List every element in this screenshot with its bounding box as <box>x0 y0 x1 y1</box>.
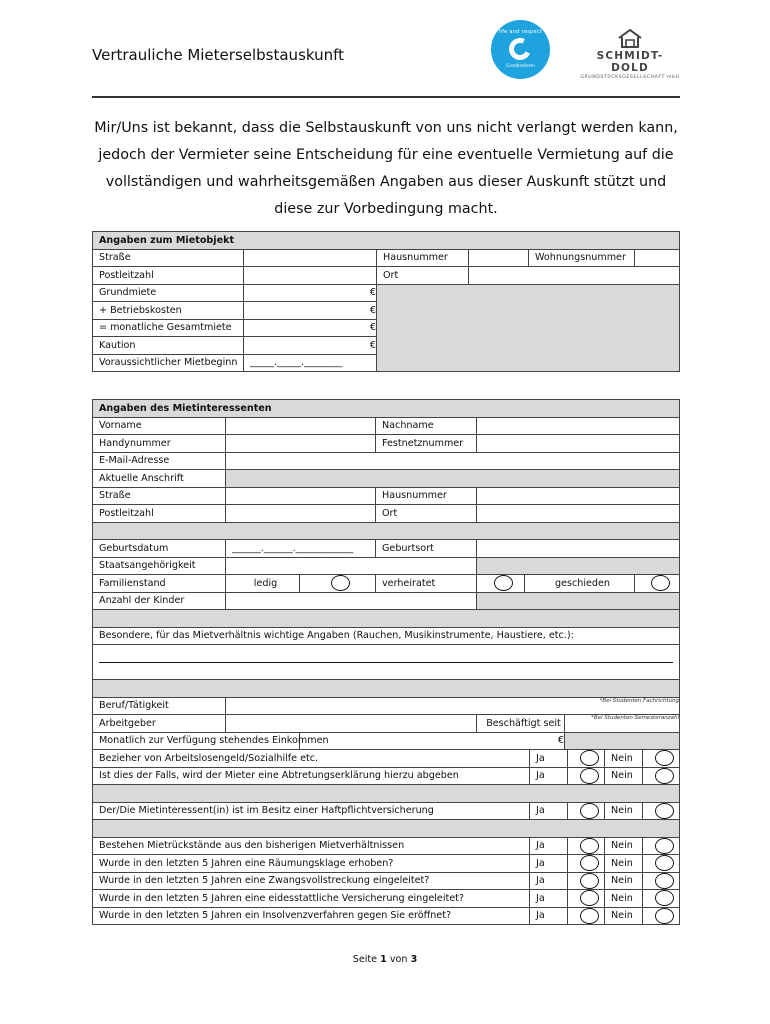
spacer-row <box>93 785 680 803</box>
circle-icon[interactable] <box>655 908 674 924</box>
ja-label: Ja <box>530 802 568 820</box>
radio-ja[interactable] <box>568 750 605 768</box>
page-total: 3 <box>410 954 418 965</box>
circle-icon[interactable] <box>655 803 674 819</box>
label-geburtsdatum: Geburtsdatum <box>93 540 226 558</box>
label-arbeitgeber: Arbeitgeber <box>93 715 226 733</box>
label-postleitzahl: Postleitzahl <box>93 267 244 285</box>
nein-label: Nein <box>605 767 643 785</box>
input-kaution[interactable]: € <box>244 337 377 355</box>
input-einkommen[interactable]: € <box>300 732 565 750</box>
label-gesamtmiete: = monatliche Gesamtmiete <box>93 319 244 337</box>
section-heading: Angaben zum Mietobjekt <box>93 232 680 250</box>
circle-icon[interactable] <box>580 890 599 906</box>
input-festnetz[interactable] <box>477 435 680 453</box>
intro-line: Mir/Uns ist bekannt, dass die Selbstauskunft von uns nicht verlangt werden kann, <box>94 120 678 136</box>
spacer-row <box>93 522 680 540</box>
question: Wurde in den letzten 5 Jahren eine Zwangsvollstreckung eingeleitet? <box>93 872 530 890</box>
radio-ja[interactable] <box>568 767 605 785</box>
company-logo <box>580 28 680 80</box>
ja-label: Ja <box>530 750 568 768</box>
label-beruf: Beruf/Tätigkeit <box>93 697 226 715</box>
nein-label: Nein <box>605 907 643 925</box>
radio-ja[interactable] <box>568 890 605 908</box>
label-staatsangehoerigkeit: Staatsangehörigkeit <box>93 557 226 575</box>
circle-icon[interactable] <box>655 838 674 854</box>
header-divider <box>92 96 680 98</box>
label-postleitzahl: Postleitzahl <box>93 505 226 523</box>
label-strasse: Straße <box>93 487 226 505</box>
label-anschrift: Aktuelle Anschrift <box>93 470 226 488</box>
label-nachname: Nachname <box>376 417 477 435</box>
circle-icon[interactable] <box>580 873 599 889</box>
shaded-cell <box>565 732 680 750</box>
circle-icon[interactable] <box>580 855 599 871</box>
input-postleitzahl[interactable] <box>244 267 377 285</box>
radio-nein[interactable] <box>643 907 680 925</box>
spacer-row <box>93 610 680 628</box>
question: Wurde in den letzten 5 Jahren ein Insolvenzverfahren gegen Sie eröffnet? <box>93 907 530 925</box>
question: Bezieher von Arbeitslosengeld/Sozialhilfe etc. <box>93 750 530 768</box>
circle-icon[interactable] <box>580 768 599 784</box>
question: Bestehen Mietrückstände aus den bisherigen Mietverhältnissen <box>93 837 530 855</box>
input-ort[interactable] <box>469 267 680 285</box>
input-handy[interactable] <box>226 435 376 453</box>
intro-line: vollständigen und wahrheitsgemäßen Angaben aus dieser Auskunft stützt und <box>105 174 667 190</box>
spacer-row <box>93 820 680 838</box>
circle-icon[interactable] <box>655 768 674 784</box>
label-hausnummer: Hausnummer <box>376 487 477 505</box>
house-icon <box>617 28 643 48</box>
radio-nein[interactable] <box>643 802 680 820</box>
input-beruf[interactable]: *Bei Studenten Fachrichtung <box>226 697 680 715</box>
circle-icon[interactable] <box>580 803 599 819</box>
nein-label: Nein <box>605 837 643 855</box>
input-grundmiete[interactable]: € <box>244 284 377 302</box>
input-email[interactable] <box>226 452 680 470</box>
circle-icon[interactable] <box>655 750 674 766</box>
intro-line: diese zur Vorbedingung macht. <box>274 201 498 217</box>
input-besondere[interactable] <box>93 645 680 680</box>
input-geburtsort[interactable] <box>477 540 680 558</box>
radio-ja[interactable] <box>568 907 605 925</box>
radio-nein[interactable] <box>643 750 680 768</box>
circle-icon[interactable] <box>655 873 674 889</box>
section-heading: Angaben des Mietinteressenten <box>93 400 680 418</box>
input-strasse[interactable] <box>244 249 377 267</box>
input-vorname[interactable] <box>226 417 376 435</box>
question: Der/Die Mietinteressent(in) ist im Besitz einer Haftpflichtversicherung <box>93 802 530 820</box>
circle-icon[interactable] <box>580 838 599 854</box>
radio-verheiratet[interactable] <box>477 575 525 593</box>
input-hausnummer[interactable] <box>477 487 680 505</box>
label-kaution: Kaution <box>93 337 244 355</box>
circle-icon[interactable] <box>580 908 599 924</box>
label-einkommen: Monatlich zur Verfügung stehendes Einkommen <box>93 732 300 750</box>
circle-icon[interactable] <box>655 855 674 871</box>
page-middle: von <box>389 954 408 965</box>
input-betriebskosten[interactable]: € <box>244 302 377 320</box>
shaded-cell <box>477 557 680 575</box>
label-mietbeginn: Voraussichtlicher Mietbeginn <box>93 354 244 372</box>
input-beschaeftigt[interactable]: *Bei Studenten Semesteranzahl <box>565 715 680 733</box>
radio-ja[interactable] <box>568 802 605 820</box>
input-wohnungsnummer[interactable] <box>635 249 680 267</box>
page-prefix: Seite <box>352 954 378 965</box>
intro-line: jedoch der Vermieter seine Entscheidung für eine eventuelle Vermietung auf die <box>98 147 674 163</box>
ja-label: Ja <box>530 855 568 873</box>
ja-label: Ja <box>530 767 568 785</box>
question: Wurde in den letzten 5 Jahren eine eidesstattliche Versicherung eingeleitet? <box>93 890 530 908</box>
shaded-cell <box>226 470 680 488</box>
circle-icon[interactable] <box>494 575 513 591</box>
option-ledig-label: ledig <box>226 575 300 593</box>
intro-statement <box>82 115 690 223</box>
page-current: 1 <box>380 954 387 965</box>
logo-arc-text: life and respect <box>498 29 543 35</box>
questions-table <box>92 749 680 925</box>
input-strasse[interactable] <box>226 487 376 505</box>
radio-ja[interactable] <box>568 837 605 855</box>
circle-icon[interactable] <box>580 750 599 766</box>
radio-ja[interactable] <box>568 855 605 873</box>
radio-nein[interactable] <box>643 890 680 908</box>
logo-sub-text: Creditreform <box>506 64 535 69</box>
ja-label: Ja <box>530 907 568 925</box>
label-betriebskosten: + Betriebskosten <box>93 302 244 320</box>
label-ort: Ort <box>377 267 469 285</box>
input-geburtsdatum[interactable]: ______.______.____________ <box>226 540 376 558</box>
radio-nein[interactable] <box>643 855 680 873</box>
label-strasse: Straße <box>93 249 244 267</box>
label-hausnummer: Hausnummer <box>377 249 469 267</box>
option-geschieden-label: geschieden <box>525 575 635 593</box>
shaded-cell <box>477 592 680 610</box>
circle-icon[interactable] <box>655 890 674 906</box>
input-kinder[interactable] <box>226 592 477 610</box>
nein-label: Nein <box>605 890 643 908</box>
ja-label: Ja <box>530 872 568 890</box>
mietobjekt-table <box>92 231 680 372</box>
shaded-area <box>377 284 680 372</box>
input-hausnummer[interactable] <box>469 249 529 267</box>
question: Ist dies der Falls, wird der Mieter eine Abtretungserklärung hierzu abgeben <box>93 767 530 785</box>
input-staatsangehoerigkeit[interactable] <box>226 557 477 575</box>
label-wohnungsnummer: Wohnungsnummer <box>529 249 635 267</box>
label-geburtsort: Geburtsort <box>376 540 477 558</box>
company-name: SCHMIDT-DOLD <box>596 50 664 74</box>
label-beschaeftigt: Beschäftigt seit <box>477 715 565 733</box>
label-familienstand: Familienstand <box>93 575 226 593</box>
option-verheiratet-label: verheiratet <box>376 575 477 593</box>
question: Wurde in den letzten 5 Jahren eine Räumungsklage erhoben? <box>93 855 530 873</box>
nein-label: Nein <box>605 802 643 820</box>
radio-ja[interactable] <box>568 872 605 890</box>
circle-icon[interactable] <box>651 575 670 591</box>
radio-nein[interactable] <box>643 837 680 855</box>
input-arbeitgeber[interactable] <box>226 715 477 733</box>
label-ort: Ort <box>376 505 477 523</box>
page-number <box>0 954 770 965</box>
spacer-row <box>93 680 680 698</box>
ja-label: Ja <box>530 837 568 855</box>
nein-label: Nein <box>605 872 643 890</box>
logo-c-icon <box>506 35 534 63</box>
circle-icon[interactable] <box>331 575 350 591</box>
radio-nein[interactable] <box>643 767 680 785</box>
radio-nein[interactable] <box>643 872 680 890</box>
label-grundmiete: Grundmiete <box>93 284 244 302</box>
mietinteressent-table <box>92 399 680 750</box>
input-postleitzahl[interactable] <box>226 505 376 523</box>
ja-label: Ja <box>530 890 568 908</box>
nein-label: Nein <box>605 855 643 873</box>
label-email: E-Mail-Adresse <box>93 452 226 470</box>
label-festnetz: Festnetznummer <box>376 435 477 453</box>
label-kinder: Anzahl der Kinder <box>93 592 226 610</box>
creditreform-logo <box>491 20 550 79</box>
input-nachname[interactable] <box>477 417 680 435</box>
radio-ledig[interactable] <box>300 575 376 593</box>
input-gesamtmiete[interactable]: € <box>244 319 377 337</box>
company-subtitle: GRUNDSTÜCKSGESELLSCHAFT mbH <box>580 75 680 80</box>
nein-label: Nein <box>605 750 643 768</box>
label-besondere: Besondere, für das Mietverhältnis wichtige Angaben (Rauchen, Musikinstrumente, Haustiere, etc.): <box>93 627 680 645</box>
document-title: Vertrauliche Mieterselbstauskunft <box>92 46 345 64</box>
radio-geschieden[interactable] <box>635 575 680 593</box>
input-ort[interactable] <box>477 505 680 523</box>
input-mietbeginn[interactable]: _____._____.________ <box>244 354 377 372</box>
label-handy: Handynummer <box>93 435 226 453</box>
label-vorname: Vorname <box>93 417 226 435</box>
